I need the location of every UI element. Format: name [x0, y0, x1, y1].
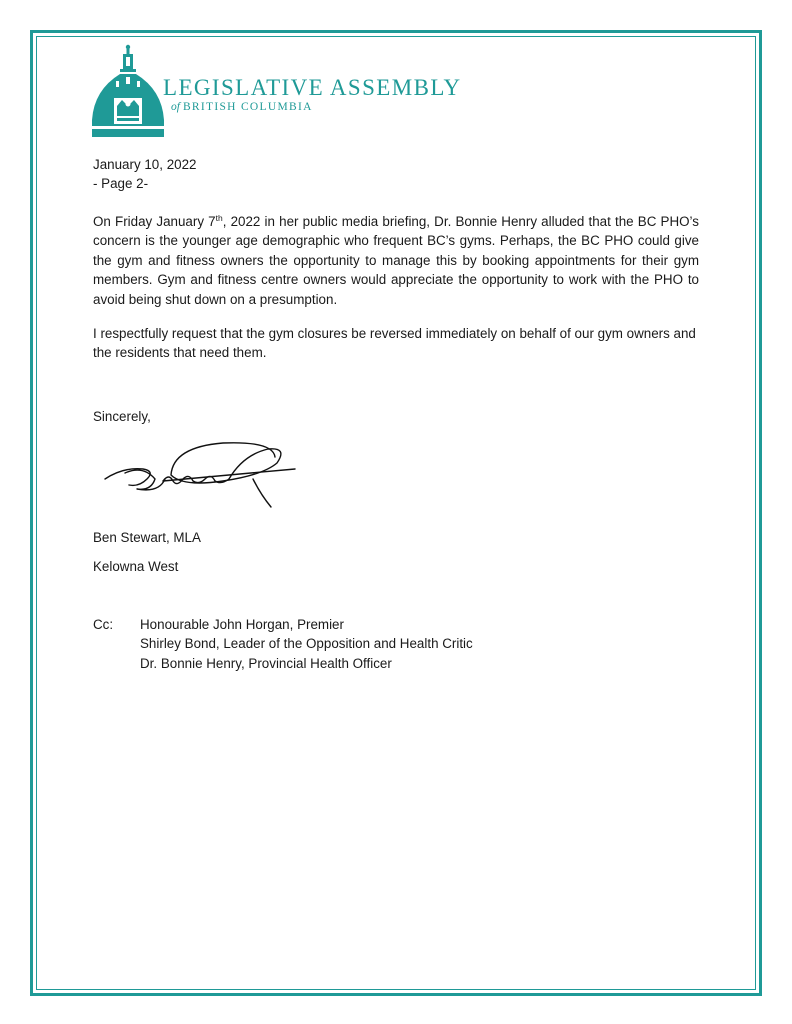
cc-recipient: Dr. Bonnie Henry, Provincial Health Officer: [140, 655, 392, 671]
closing: Sincerely,: [93, 409, 151, 424]
signature: [103, 435, 303, 515]
paragraph-1-start: On Friday January 7: [93, 214, 216, 229]
ordinal-suffix: th: [215, 213, 223, 223]
cc-recipient: Honourable John Horgan, Premier: [140, 617, 344, 632]
cc-recipient: Shirley Bond, Leader of the Opposition and Health Critic: [140, 636, 473, 652]
logo-subtitle: [171, 101, 313, 113]
logo-title: LEGISLATIVE ASSEMBLY: [163, 75, 462, 100]
legislature-dome-icon: [92, 44, 164, 137]
cc-list: [140, 615, 473, 673]
paragraph-1: [93, 212, 699, 309]
logo-subtitle-of: of: [171, 101, 180, 113]
logo-subtitle-name: BRITISH COLUMBIA: [182, 101, 313, 113]
letter-date: January 10, 2022: [93, 157, 197, 172]
signer-riding: Kelowna West: [93, 559, 179, 574]
cc-label: Cc:: [93, 617, 114, 632]
signer-name: Ben Stewart, MLA: [93, 530, 201, 545]
paragraph-1-rest: , 2022 in her public media briefing, Dr. Bonnie Henry alluded that the BC PHO’s concern is the younger age demographic who frequent BC’s gyms. Perhaps, the BC PHO could give the gym and fitness owners the opportunity to manage this by booking appointments for their gym members. Gym and fitness centre owners would appreciate the opportunity to work with the PHO to avoid being shut down on a presumption.: [93, 214, 699, 307]
paragraph-2: I respectfully request that the gym closures be reversed immediately on behalf of our gym owners and the residents that need them.: [93, 326, 696, 361]
page-marker: - Page 2-: [93, 176, 149, 191]
legislative-assembly-logo: [92, 44, 472, 139]
